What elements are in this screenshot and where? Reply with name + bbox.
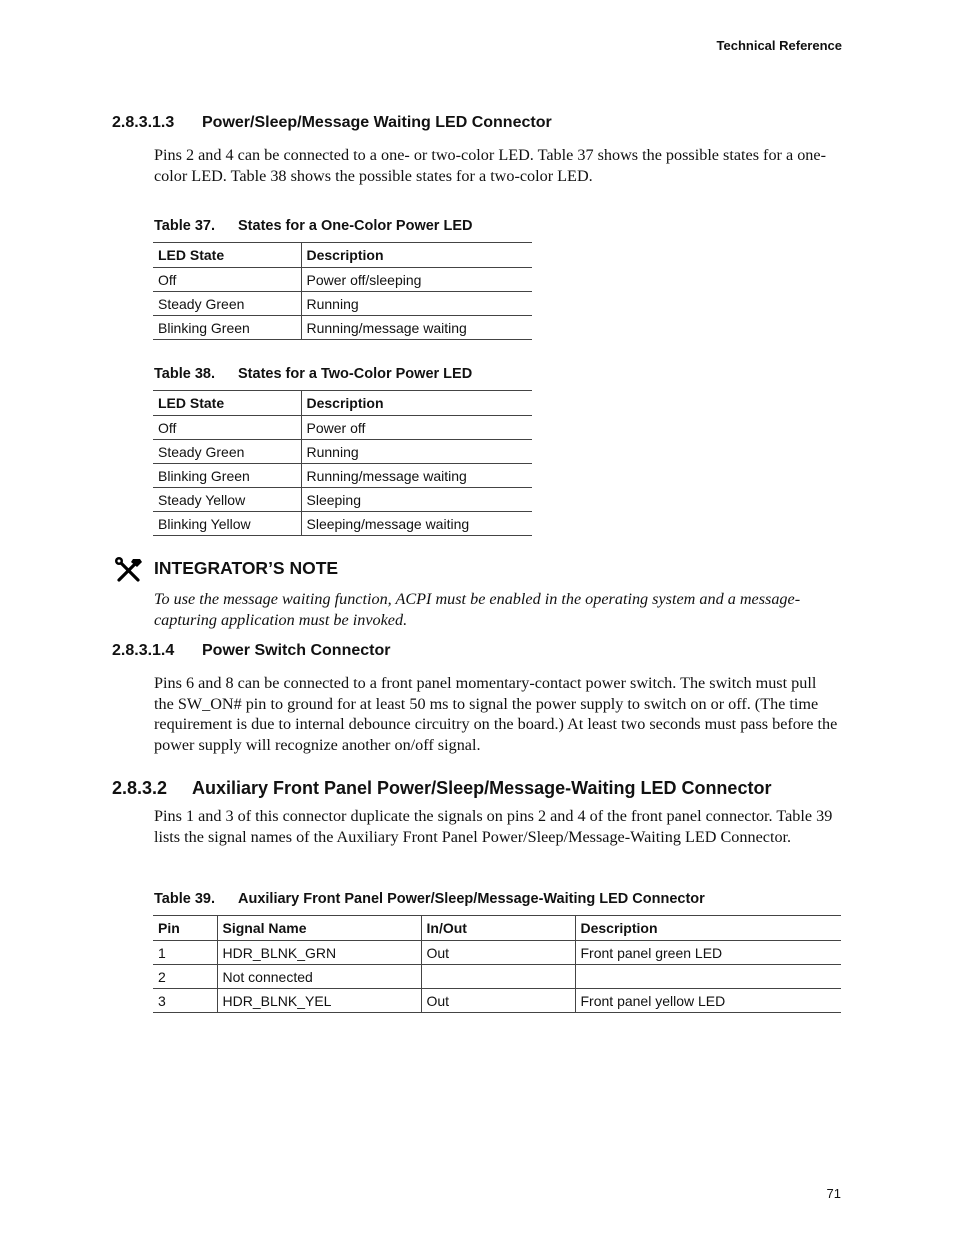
table-cell: Out [421,941,575,965]
table-cell: 2 [153,965,217,989]
section-title: Power/Sleep/Message Waiting LED Connector [202,114,552,131]
table-cell [575,965,841,989]
table-row [153,989,841,1013]
section-paragraph: Pins 2 and 4 can be connected to a one- or two-color LED. Table 37 shows the possible states for a one-color LED. Table 38 shows the possible states for a two-color LED. [154,146,826,185]
column-header: Description [301,243,532,268]
table-39 [153,915,841,1013]
table-39-caption [154,891,705,907]
table-cell: Running/message waiting [301,316,532,340]
table-37-caption [154,218,472,234]
table-cell: Running/message waiting [301,464,532,488]
table-row [153,268,532,292]
table-cell: 1 [153,941,217,965]
table-37 [153,242,532,340]
table-cell: Blinking Yellow [153,512,301,536]
table-title: States for a Two-Color Power LED [238,366,473,382]
table-header-row [153,391,532,416]
table-cell: Steady Green [153,440,301,464]
table-title: Auxiliary Front Panel Power/Sleep/Message-Waiting LED Connector [238,891,705,907]
tools-icon [114,556,144,584]
table-cell: Power off [301,416,532,440]
table-cell: Out [421,989,575,1013]
section-number: 2.8.3.1.3 [112,114,175,131]
table-cell: Steady Yellow [153,488,301,512]
table-row [153,512,532,536]
section-number: 2.8.3.1.4 [112,642,175,659]
section-paragraph: Pins 1 and 3 of this connector duplicate the signals on pins 2 and 4 of the front panel connector. Table 39 lists the signal names of the Auxiliary Front Panel Power/Sleep/Message-Waiting LED Connector. [154,807,833,846]
section-paragraph: Pins 6 and 8 can be connected to a front panel momentary-contact power switch. The switch must pull the SW_ON# pin to ground for at least 50 ms to signal the power supply to switch on or off. (The time requirement is due to internal debounce circuitry on the board.) At least two seconds must pass before the power supply will recognize another on/off signal. [154,674,838,754]
column-header: LED State [153,243,301,268]
page-number: 71 [826,1186,841,1201]
section-heading-2-8-3-1-4 [112,642,390,660]
table-row [153,965,841,989]
table-cell: HDR_BLNK_YEL [217,989,421,1013]
table-row [153,488,532,512]
table-row [153,941,841,965]
column-header: LED State [153,391,301,416]
integrator-note-text: To use the message waiting function, ACPI must be enabled in the operating system and a message-capturing application must be invoked. [154,590,801,629]
table-row [153,292,532,316]
table-title: States for a One-Color Power LED [238,218,473,234]
table-header-row [153,916,841,941]
column-header: Description [575,916,841,941]
table-38-caption [154,366,472,382]
table-cell: Not connected [217,965,421,989]
table-row [153,440,532,464]
table-cell: Running [301,440,532,464]
table-cell: Front panel green LED [575,941,841,965]
integrator-note-title: INTEGRATOR’S NOTE [154,558,339,578]
table-header-row [153,243,532,268]
column-header: In/Out [421,916,575,941]
section-number: 2.8.3.2 [112,778,168,798]
table-row [153,316,532,340]
table-number: Table 37. [154,218,215,234]
table-cell: Sleeping [301,488,532,512]
table-cell: Blinking Green [153,316,301,340]
running-header: Technical Reference [716,38,842,53]
section-title: Auxiliary Front Panel Power/Sleep/Message-Waiting LED Connector [192,778,772,798]
section-title: Power Switch Connector [202,642,391,659]
table-cell [421,965,575,989]
table-38 [153,390,532,536]
section-heading-2-8-3-2 [112,778,771,799]
section-heading-2-8-3-1-3 [112,114,552,132]
table-number: Table 38. [154,366,215,382]
column-header: Description [301,391,532,416]
table-row [153,416,532,440]
column-header: Signal Name [217,916,421,941]
table-cell: 3 [153,989,217,1013]
table-cell: Running [301,292,532,316]
table-cell: Sleeping/message waiting [301,512,532,536]
table-cell: Off [153,416,301,440]
table-row [153,464,532,488]
table-cell: Steady Green [153,292,301,316]
table-cell: Off [153,268,301,292]
table-cell: Power off/sleeping [301,268,532,292]
column-header: Pin [153,916,217,941]
table-cell: Front panel yellow LED [575,989,841,1013]
table-cell: HDR_BLNK_GRN [217,941,421,965]
table-cell: Blinking Green [153,464,301,488]
table-number: Table 39. [154,891,215,907]
